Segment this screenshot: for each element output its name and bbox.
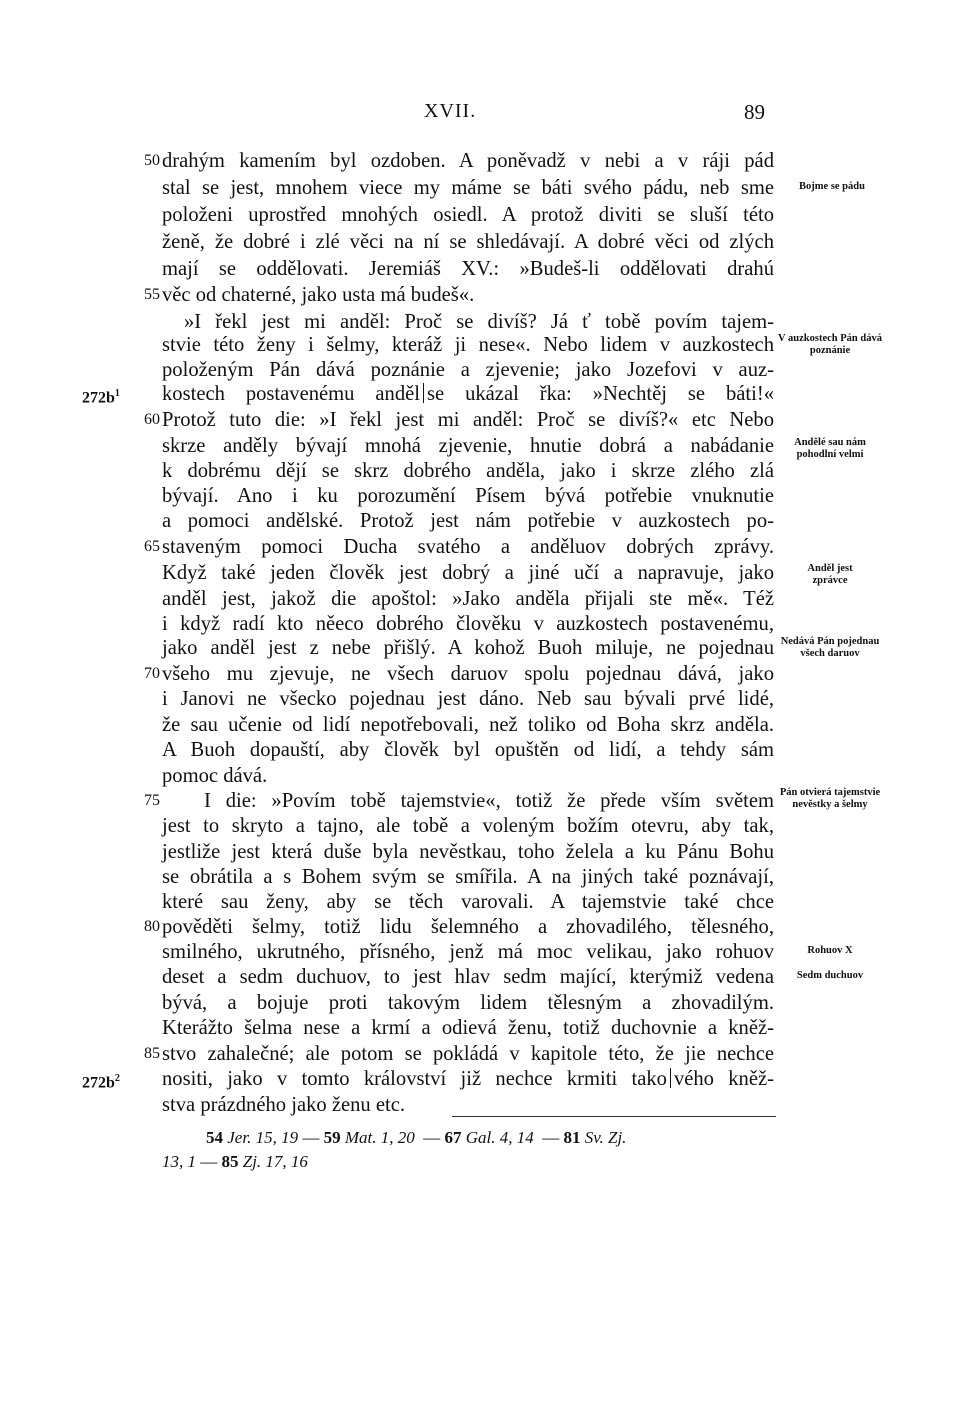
margin-note: Pán otvierá tajemstvie nevěstky a šelmy: [779, 787, 881, 810]
text-line: že sau učenie od lidí nepotřebovali, než toliko od Boha skrz anděla.: [162, 714, 774, 736]
text-line: Protož tuto die: »I řekl jest mi anděl: Proč se divíš?« etc Nebo: [162, 409, 774, 431]
chapter-heading: XVII.: [424, 100, 477, 122]
folio-label: 272b: [82, 1074, 115, 1092]
footnote-rule: [452, 1116, 776, 1117]
footnote-separator: —: [200, 1152, 218, 1171]
text-segment: nositi, jako v tomto království již nechce krmiti tako: [162, 1068, 667, 1090]
margin-note: Anděl jest zprávce: [807, 563, 853, 586]
text-line: [162, 1067, 774, 1091]
line-number: 60: [144, 411, 160, 428]
text-line: se obrátila a s Bohem svým se smířila. A na jiných také poznávají,: [162, 866, 774, 888]
footnote-text: Jer. 15, 19: [227, 1128, 299, 1147]
text-line: věc od chaterné, jako usta má budeš«.: [162, 284, 475, 306]
text-line: bývají. Ano i ku porozumění Písem bývá potřebie vnuknutie: [162, 485, 774, 507]
text-line: I die: »Povím tobě tajemstvie«, totiž že přede vším světem: [204, 790, 774, 812]
folio-mark: [82, 382, 120, 410]
line-number: 75: [144, 792, 160, 809]
text-line: stal se jest, mnohem viece my máme se báti svého pádu, neb sme: [162, 177, 774, 199]
line-number: 80: [144, 918, 160, 935]
text-line: staveným pomoci Ducha svatého a anděluov dobrých zprávy.: [162, 536, 774, 558]
text-line: deset a sedm duchuov, to jest hlav sedm mající, kterýmiž vedena: [162, 966, 774, 988]
margin-note: Bojme se pádu: [799, 181, 865, 192]
text-line: položeni uprostřed mnohých osiedl. A protož diviti se sluší této: [162, 204, 774, 226]
folio-sup: 2: [114, 1073, 120, 1084]
line-number: 50: [144, 152, 160, 169]
page-number: 89: [744, 100, 765, 124]
text-segment: kostech postavenému anděl: [162, 383, 420, 405]
text-line: k dobrému dějí se skrz dobrého anděla, jako i skrze zlého zlá: [162, 460, 774, 482]
text-line: drahým kamením byl ozdoben. A poněvadž v nebi a v ráji pád: [162, 150, 774, 172]
text-line: všeho mu zjevuje, ne všech daruov spolu pojednau dává, jako: [162, 663, 774, 685]
footnote-ref: 54: [206, 1128, 223, 1147]
margin-note: V auzkostech Pán dává poznánie: [778, 333, 882, 356]
footnote-text: Zj. 17, 16: [242, 1152, 308, 1171]
margin-note: Rohuov X: [807, 945, 853, 956]
text-line: stvie této ženy i šelmy, kteráž ji nese«. Nebo lidem v auzkostech: [162, 334, 774, 356]
folio-sup: 1: [114, 388, 120, 399]
margin-note: Nedává Pán pojednau všech daruov: [780, 636, 880, 659]
text-line: Když také jeden člověk jest dobrý a jiné učí a napravuje, jako: [162, 562, 774, 584]
footnote-ref: 67: [444, 1128, 462, 1147]
text-line: bývá, a bojuje proti takovým lidem tělesným a zhovadilým.: [162, 992, 774, 1014]
footnote-line: [206, 1126, 774, 1150]
line-number: 70: [144, 665, 160, 682]
line-number: 65: [144, 538, 160, 555]
text-line: mají se oddělovati. Jeremiáš XV.: »Budeš-li oddělovati drahú: [162, 258, 774, 280]
margin-note: Andělé sau nám pohodlní velmi: [794, 437, 866, 460]
text-line: »I řekl jest mi anděl: Proč se divíš? Já ť tobě povím tajem-: [184, 311, 774, 333]
line-number: 85: [144, 1045, 160, 1062]
text-line: anděl jest, jakož die apoštol: »Jako anděla přijali ste mě«. Též: [162, 588, 774, 610]
text-line: i Janovi ne všecko pojednau jest dáno. Neb sau bývali prvé lidé,: [162, 688, 774, 710]
text-line: ženě, že dobré i zlé věci na ní se shledávají. A dobré věci od zlých: [162, 231, 774, 253]
footnote-separator: —: [542, 1128, 560, 1147]
folio-mark: [82, 1067, 120, 1095]
text-line: smilného, ukrutného, přísného, jenž má moc velikau, jako rohuov: [162, 941, 774, 963]
text-line: pomoc dává.: [162, 765, 268, 787]
footnote-ref: 81: [563, 1128, 581, 1147]
text-segment: vého kněž-: [673, 1068, 774, 1090]
folio-divider: [423, 383, 424, 403]
folio-label: 272b: [82, 389, 115, 407]
footnote-ref: 59: [323, 1128, 341, 1147]
footnote-text: 13, 1: [162, 1152, 196, 1171]
folio-divider: [670, 1068, 671, 1088]
text-segment: se ukázal řka: »Nechtěj se báti!«: [427, 383, 774, 405]
text-line: jako anděl jest z nebe přišlý. A kohož Buoh miluje, ne pojednau: [162, 637, 774, 659]
text-line: jestliže jest která duše byla nevěstkau, toho želela a ku Pánu Bohu: [162, 841, 774, 863]
text-line: které sau ženy, aby se těch varovali. A tajemstvie také chce: [162, 891, 774, 913]
margin-note: Sedm duchuov: [796, 970, 864, 981]
footnote-separator: —: [423, 1128, 441, 1147]
text-line: a pomoci andělské. Protož jest nám potřebie v auzkostech po-: [162, 510, 774, 532]
text-line: A Buoh dopauští, aby člověk byl opuštěn od lidí, a tehdy sám: [162, 739, 774, 761]
text-line: stva prázdného jako ženu etc.: [162, 1094, 406, 1116]
text-line: skrze anděly bývají mnohá zjevenie, hnutie dobrá a nabádanie: [162, 435, 774, 457]
text-line: jest to skryto a tajno, ale tobě a voleným božím otevru, aby tak,: [162, 815, 774, 837]
text-line: stvo zahalečné; ale potom se pokládá v kapitole této, že jie nechce: [162, 1043, 774, 1065]
footnote-line: [162, 1150, 774, 1174]
footnote-text: Gal. 4, 14: [465, 1128, 534, 1147]
text-line: Kterážto šelma nese a krmí a odievá ženu, totiž duchovnie a kněž-: [162, 1017, 774, 1039]
text-line: pověděti šelmy, totiž lidu šelemného a zhovadilého, tělesného,: [162, 916, 774, 938]
line-number: 55: [144, 286, 160, 303]
text-line: položeným Pán dává poznánie a zjevenie; jako Jozefovi v auz-: [162, 359, 774, 381]
text-line: i když radí kto něeco dobrého člověku v auzkostech postavenému,: [162, 613, 774, 635]
footnote-separator: —: [302, 1128, 320, 1147]
footnote-text: Sv. Zj.: [584, 1128, 627, 1147]
text-line: [162, 382, 774, 406]
footnote-text: Mat. 1, 20: [344, 1128, 415, 1147]
footnote-ref: 85: [221, 1152, 239, 1171]
